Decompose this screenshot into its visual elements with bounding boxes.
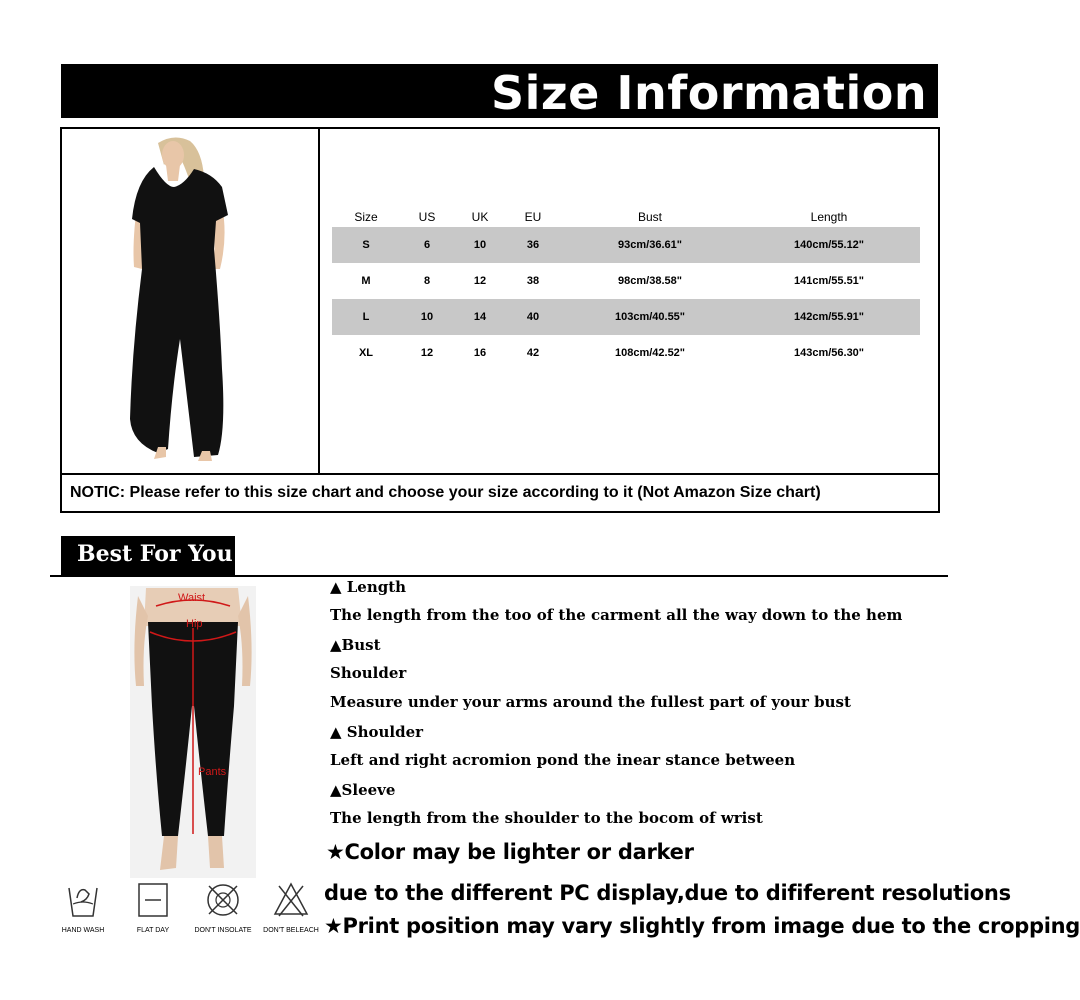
cell-uk: 12	[473, 275, 487, 287]
size-chart-box	[60, 127, 940, 513]
cell-eu: 40	[526, 311, 540, 323]
best-for-you-tab	[61, 536, 235, 575]
do-not-iron-icon	[203, 880, 243, 920]
cell-length: 142cm/55.91"	[793, 311, 865, 323]
cell-uk: 16	[473, 347, 487, 359]
care-label: DON'T BELEACH	[263, 927, 319, 934]
cell-size: L	[362, 311, 370, 323]
desc-bust-text: Measure under your arms around the fullest part of your bust	[330, 693, 851, 711]
cell-eu: 36	[526, 239, 540, 251]
hip-label: Hip	[186, 618, 203, 630]
care-label: HAND WASH	[61, 927, 105, 934]
col-header-length: Length	[810, 210, 848, 224]
best-for-you-title: Best For You	[77, 541, 233, 567]
table-row	[332, 335, 920, 371]
pants-label: Pants	[198, 766, 227, 778]
cell-length: 143cm/56.30"	[793, 347, 865, 359]
cell-bust: 98cm/38.58"	[618, 275, 682, 287]
cell-bust: 108cm/42.52"	[614, 347, 686, 359]
cell-eu: 38	[526, 275, 540, 287]
desc-sleeve-text: The length from the shoulder to the bocom of wrist	[330, 809, 763, 827]
cell-uk: 14	[473, 311, 487, 323]
col-header-us: US	[418, 210, 436, 224]
care-item-flat-dry	[118, 880, 188, 934]
dress-model-image	[62, 129, 318, 473]
cell-bust: 93cm/36.61"	[618, 239, 682, 251]
waist-label: Waist	[178, 592, 206, 604]
hand-wash-icon	[63, 880, 103, 920]
pants-measure-diagram	[130, 586, 256, 878]
cell-us: 12	[420, 347, 434, 359]
cell-length: 141cm/55.51"	[793, 275, 865, 287]
col-header-uk: UK	[471, 210, 489, 224]
page-title: Size Information	[491, 66, 928, 120]
do-not-bleach-icon	[271, 880, 311, 920]
notice-text: NOTIC: Please refer to this size chart and choose your size according to it (Not Amazon Size chart)	[70, 484, 821, 501]
desc-shoulder-text: Left and right acromion pond the inear stance between	[330, 751, 796, 769]
cell-eu: 42	[526, 347, 540, 359]
table-row	[332, 299, 920, 335]
desc-length-heading: ▲ Length	[330, 578, 407, 596]
desc-shoulder-word: Shoulder	[330, 664, 407, 682]
note-color: ★Color may be lighter or darker	[326, 840, 694, 864]
cell-us: 10	[420, 311, 434, 323]
care-label: DON'T INSOLATE	[194, 927, 252, 934]
desc-length-text: The length from the too of the carment all the way down to the hem	[330, 606, 903, 624]
cell-size: M	[361, 275, 371, 287]
col-header-bust: Bust	[637, 210, 663, 224]
desc-bust-heading: ▲Bust	[330, 636, 381, 654]
cell-bust: 103cm/40.55"	[614, 311, 686, 323]
title-banner	[61, 64, 938, 118]
flat-dry-icon	[133, 880, 173, 920]
cell-us: 6	[423, 239, 431, 251]
horizontal-divider	[62, 473, 938, 475]
cell-length: 140cm/55.12"	[793, 239, 865, 251]
cell-size: S	[362, 239, 370, 251]
care-label: FLAT DAY	[136, 927, 170, 934]
table-row	[332, 227, 920, 263]
care-item-hand-wash	[48, 880, 118, 934]
care-item-do-not-bleach	[256, 880, 326, 934]
col-header-size: Size	[354, 210, 378, 224]
section-divider	[50, 575, 948, 577]
cell-size: XL	[358, 347, 374, 359]
note-print-position: ★Print position may vary slightly from image due to the cropping	[324, 914, 1080, 938]
cell-uk: 10	[473, 239, 487, 251]
table-row	[332, 263, 920, 299]
care-item-do-not-insolate	[188, 880, 258, 934]
note-display: due to the different PC display,due to dififerent resolutions	[324, 881, 1011, 905]
cell-us: 8	[423, 275, 431, 287]
desc-shoulder-heading: ▲ Shoulder	[330, 723, 424, 741]
col-header-eu: EU	[524, 210, 542, 224]
desc-sleeve-heading: ▲Sleeve	[330, 781, 396, 799]
vertical-divider	[318, 129, 320, 474]
